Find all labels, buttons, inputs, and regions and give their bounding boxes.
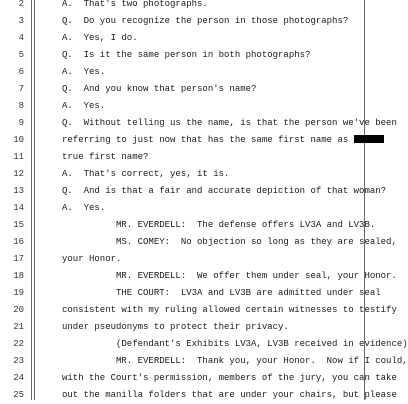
transcript-line xyxy=(0,165,364,183)
line-number: 14 xyxy=(13,203,24,213)
line-text: Q. Do you recognize the person in those photographs? xyxy=(62,16,349,26)
transcript-line xyxy=(0,284,381,302)
line-text: with the Court's permission, members of the jury, you can take xyxy=(62,373,397,383)
line-text: (Defendant's Exhibits LV3A, LV3B received in evidence) xyxy=(62,339,408,349)
line-number: 20 xyxy=(13,305,24,315)
transcript-line xyxy=(0,46,364,64)
transcript-line xyxy=(0,216,376,234)
transcript-line xyxy=(0,199,364,217)
line-text: consistent with my ruling allowed certain witnesses to testify xyxy=(62,305,397,315)
line-number: 6 xyxy=(18,67,24,77)
line-number: 19 xyxy=(13,288,24,298)
transcript-line xyxy=(0,80,364,98)
line-number: 17 xyxy=(13,254,24,264)
line-number: 2 xyxy=(18,0,24,9)
line-number: 11 xyxy=(13,152,24,162)
line-number: 13 xyxy=(13,186,24,196)
line-number: 23 xyxy=(13,356,24,366)
line-number: 9 xyxy=(18,118,24,128)
line-text: A. Yes. xyxy=(62,101,106,111)
line-text: A. That's correct, yes, it is. xyxy=(62,169,230,179)
line-text: Q. Without telling us the name, is that the person we've been xyxy=(62,118,397,128)
line-text: THE COURT: LV3A and LV3B are admitted under seal xyxy=(62,288,381,298)
transcript-line xyxy=(0,97,364,115)
line-number: 10 xyxy=(13,135,24,145)
line-text: Q. And is that a fair and accurate depiction of that woman? xyxy=(62,186,387,196)
line-number: 24 xyxy=(13,373,24,383)
line-text: A. That's two photographs. xyxy=(62,0,208,9)
line-text: your Honor. xyxy=(62,254,122,264)
line-text: A. Yes. xyxy=(62,67,106,77)
line-number: 15 xyxy=(13,220,24,230)
transcript-line xyxy=(0,267,397,285)
line-text: Q. And you know that person's name? xyxy=(62,84,257,94)
line-number: 4 xyxy=(18,33,24,43)
line-number: 16 xyxy=(13,237,24,247)
line-text: MR. EVERDELL: Thank you, your Honor. Now if I could, xyxy=(62,356,408,366)
line-number: 5 xyxy=(18,50,24,60)
transcript-line xyxy=(0,352,408,370)
transcript-line xyxy=(0,131,364,149)
line-text: A. Yes, I do. xyxy=(62,33,138,43)
transcript-line xyxy=(0,148,364,166)
line-text: A. Yes. xyxy=(62,203,106,213)
line-number: 8 xyxy=(18,101,24,111)
line-number: 3 xyxy=(18,16,24,26)
line-text: true first name? xyxy=(62,152,149,162)
transcript-line xyxy=(0,318,364,336)
transcript-line xyxy=(0,301,397,319)
transcript-line xyxy=(0,369,397,387)
line-number: 25 xyxy=(13,390,24,400)
line-text: Q. Is it the same person in both photographs? xyxy=(62,50,311,60)
transcript-line xyxy=(0,12,364,30)
line-text: MS. COMEY: No objection so long as they are sealed, xyxy=(62,237,397,247)
line-text: under pseudonyms to protect their privacy. xyxy=(62,322,289,332)
line-text-before-redaction: referring to just now that has the same first name as xyxy=(62,135,354,145)
transcript-line xyxy=(0,63,364,81)
transcript-line xyxy=(0,182,387,200)
transcript-line xyxy=(0,335,408,353)
line-text xyxy=(62,131,364,149)
transcript-line xyxy=(0,250,364,268)
redaction-bar xyxy=(354,135,384,143)
line-number: 12 xyxy=(13,169,24,179)
line-number: 21 xyxy=(13,322,24,332)
line-text: MR. EVERDELL: The defense offers LV3A and LV3B. xyxy=(62,220,376,230)
line-number: 7 xyxy=(18,84,24,94)
transcript-line xyxy=(0,386,397,400)
line-text: MR. EVERDELL: We offer them under seal, your Honor. xyxy=(62,271,397,281)
transcript-line xyxy=(0,114,397,132)
transcript-line xyxy=(0,233,397,251)
transcript-line xyxy=(0,29,364,47)
line-number: 18 xyxy=(13,271,24,281)
line-text: out the manilla folders that are under your chairs, but please xyxy=(62,390,397,400)
line-number: 22 xyxy=(13,339,24,349)
